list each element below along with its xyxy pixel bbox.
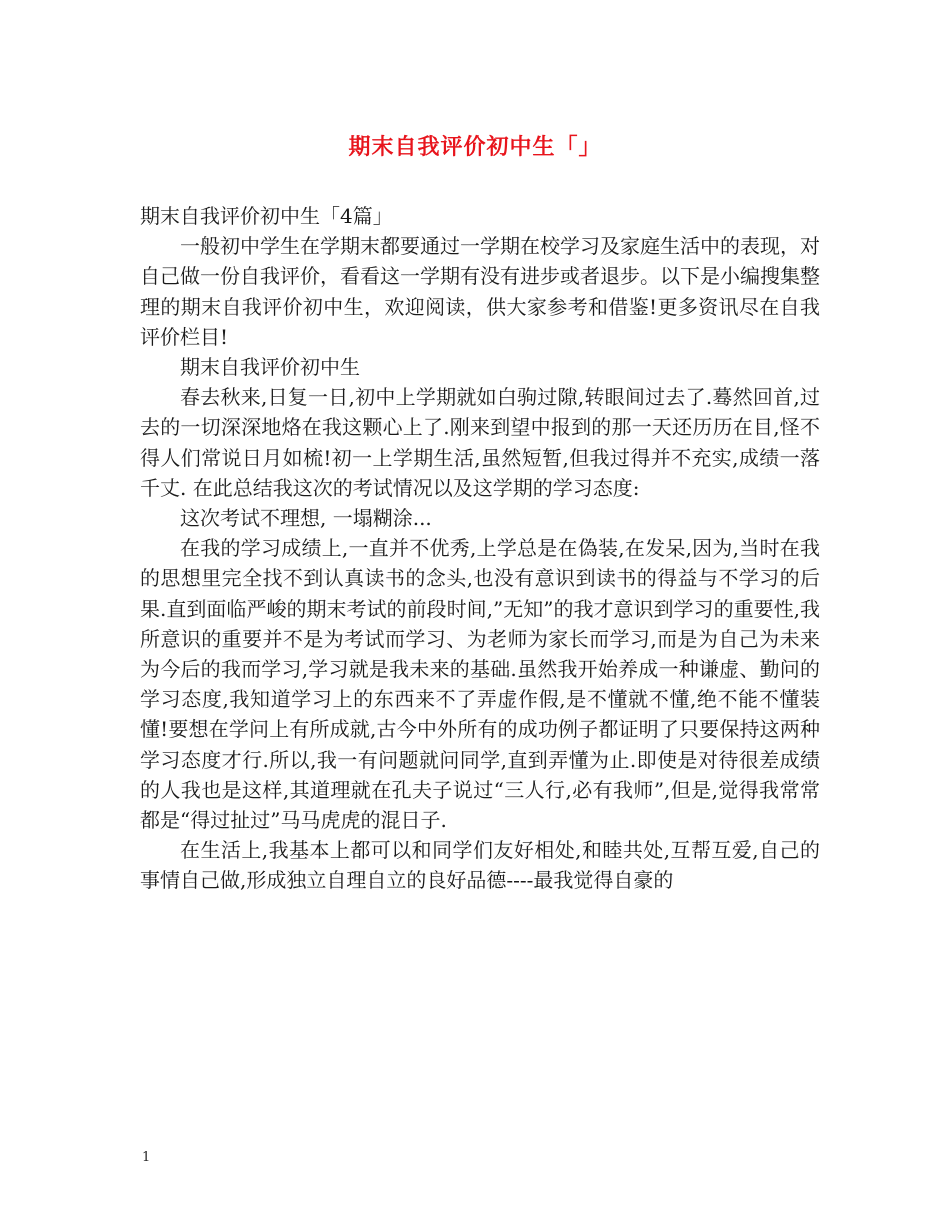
paragraph-opening: 春去秋来,日复一日,初中上学期就如白驹过隙,转眼间过去了.蓦然回首,过去的一切深深地烙在我这颗心上了.刚来到望中报到的那一天还历历在目,怪不得人们常说日月如梳!初一上学期生活,虽然短暂,但我过得并不充实,成绩一落千丈. 在此总结我这次的考试情况以及这学期的学习态度: — [140, 385, 820, 500]
paragraph-exam: 这次考试不理想, 一塌糊涂... — [180, 506, 432, 531]
document-subtitle: 期末自我评价初中生「4篇」 — [140, 204, 393, 228]
paragraph-intro: 一般初中学生在学期末都要通过一学期在校学习及家庭生活中的表现，对自己做一份自我评价，看看这一学期有没有进步或者退步。以下是小编搜集整理的期末自我评价初中生，欢迎阅读，供大家参考和借鉴!更多资讯尽在自我评价栏目! — [140, 234, 820, 349]
document-body — [140, 201, 820, 896]
section-heading: 期末自我评价初中生 — [180, 355, 360, 380]
document-title: 期末自我评价初中生「」 — [348, 134, 602, 160]
paragraph-study: 在我的学习成绩上,一直并不优秀,上学总是在偽装,在发呆,因为,当时在我的思想里完全找不到认真读书的念头,也没有意识到读书的得益与不学习的后果.直到面临严峻的期末考试的前段时间,”无知”的我才意识到学习的重要性,我所意识的重要并不是为考试而学习、为老师为家长而学习,而是为自己为未来为今后的我而学习,学习就是我未来的基础.虽然我开始养成一种谦虚、勤问的学习态度,我知道学习上的东西来不了弄虚作假,是不懂就不懂,绝不能不懂装懂!要想在学问上有所成就,古今中外所有的成功例子都证明了只要保持这两种学习态度才行.所以,我一有问题就问同学,直到弄懂为止.即使是对待很差成绩的人我也是这样,其道理就在孔夫子说过“三人行,必有我师”,但是,觉得我常常都是“得过扯过”马马虎虎的混日子. — [140, 536, 820, 833]
paragraph-life: 在生活上,我基本上都可以和同学们友好相处,和睦共处,互帮互爱,自己的事情自己做,形成独立自理自立的良好品德----最我觉得自豪的 — [140, 838, 820, 893]
page-number: 1 — [142, 1150, 151, 1165]
